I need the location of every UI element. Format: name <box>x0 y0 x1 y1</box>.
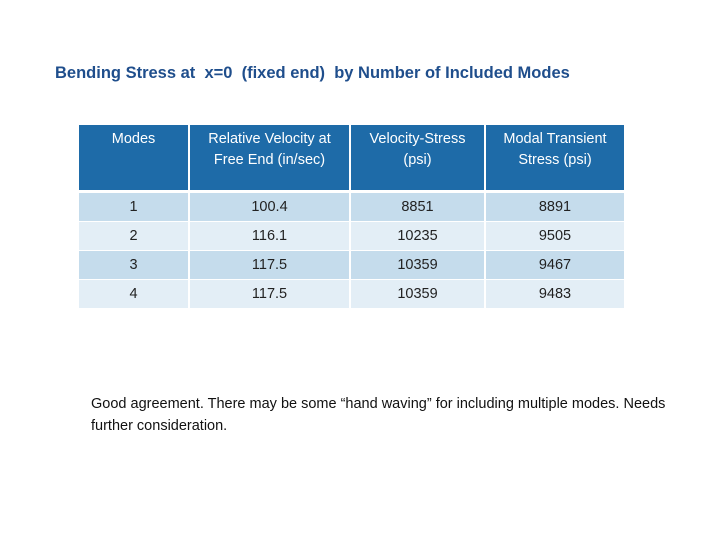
table-cell: 10235 <box>351 222 486 251</box>
table-row <box>79 251 624 280</box>
column-header-velocity-stress: Velocity-Stress (psi) <box>351 125 486 193</box>
table-cell: 8891 <box>486 193 624 222</box>
modes-stress-table <box>79 125 624 309</box>
table-cell: 3 <box>79 251 190 280</box>
table-cell: 10359 <box>351 280 486 309</box>
table-cell: 9483 <box>486 280 624 309</box>
table-cell: 100.4 <box>190 193 351 222</box>
table-cell: 8851 <box>351 193 486 222</box>
column-header-relative-velocity: Relative Velocity at Free End (in/sec) <box>190 125 351 193</box>
table-cell: 116.1 <box>190 222 351 251</box>
table-cell: 1 <box>79 193 190 222</box>
slide-title: Bending Stress at x=0 (fixed end) by Number of Included Modes <box>55 64 570 82</box>
table-cell: 4 <box>79 280 190 309</box>
column-header-modes: Modes <box>79 125 190 193</box>
table-row <box>79 193 624 222</box>
table-cell: 117.5 <box>190 251 351 280</box>
table-cell: 10359 <box>351 251 486 280</box>
table-cell: 9467 <box>486 251 624 280</box>
table-cell: 117.5 <box>190 280 351 309</box>
table-cell: 2 <box>79 222 190 251</box>
commentary-text: Good agreement. There may be some “hand waving” for including multiple modes. Needs further consideration. <box>91 396 666 434</box>
column-header-modal-transient-stress: Modal Transient Stress (psi) <box>486 125 624 193</box>
table-cell: 9505 <box>486 222 624 251</box>
table-row <box>79 280 624 309</box>
table-row <box>79 222 624 251</box>
table-header-row <box>79 125 624 193</box>
